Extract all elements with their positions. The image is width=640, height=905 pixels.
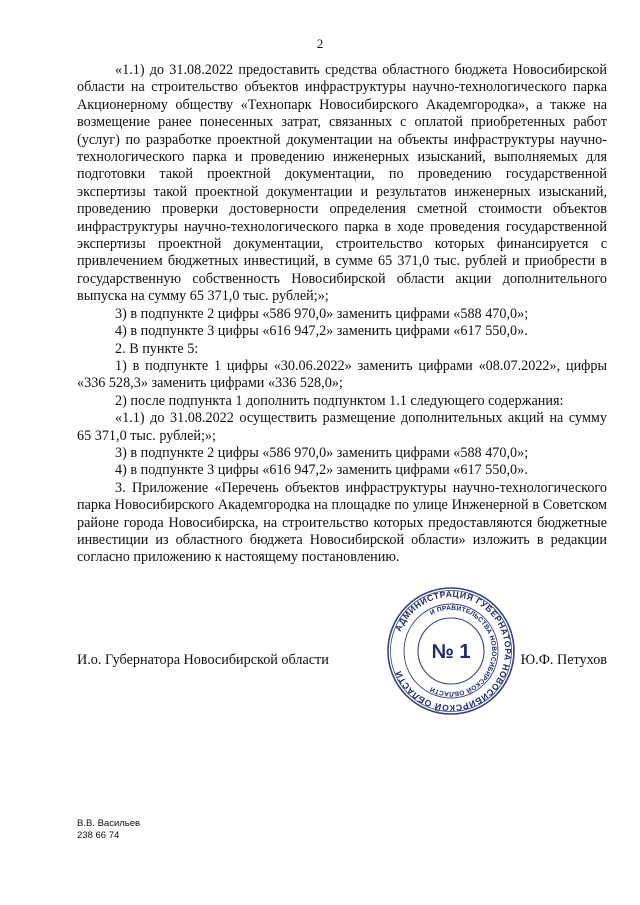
paragraph: 1) в подпункте 1 цифры «30.06.2022» заменить цифрами «08.07.2022», цифры «336 528,3» заменить цифрами «336 528,0»; [77,357,607,392]
official-seal [386,586,516,716]
page-number: 2 [316,36,324,51]
paragraph: 3. Приложение «Перечень объектов инфраструктуры научно-технологического парка Новосибирского Академгородка на площадке по улице Инженерной в Советском районе города Новосибирска, на строительство которых предоставляются бюджетные инвестиции из областного бюджета Новосибирской области» изложить в редакции согласно приложению к настоящему постановлению. [77,479,607,566]
seal-outer-text: АДМИНИСТРАЦИЯ ГУБЕРНАТОРА НОВОСИБИРСКОЙ ОБЛАСТИ [393,588,514,714]
paragraph: 4) в подпункте 3 цифры «616 947,2» заменить цифрами «617 550,0». [115,462,528,479]
seal-number: № 1 [431,641,471,663]
paragraph: 2. В пункте 5: [115,340,199,357]
paragraph: 4) в подпункте 3 цифры «616 947,2» заменить цифрами «617 550,0». [115,323,528,340]
executor-info [77,818,140,842]
seal-inner-text: И ПРАВИТЕЛЬСТВА НОВОСИБИРСКОЙ ОБЛАСТИ [428,604,498,698]
paragraph: «1.1) до 31.08.2022 предоставить средства областного бюджета Новосибирской области на строительство объектов инфраструктуры научно-технологического парка Акционерному обществу «Технопарк Новосибирского Академгородка», а также на возмещение ранее понесенных затрат, связанных с оплатой приобретенных работ (услуг) по разработке проектной документации на объекты инфраструктуры научно-технологического парка и проведению инженерных изысканий, выполняемых для подготовки такой проектной документации, по проведению государственной экспертизы такой проектной документации и результатов инженерных изысканий, проведению проверки достоверности определения сметной стоимости объектов инфраструктуры научно-технологического парка в ходе проведения государственной экспертизы проектной документации, строительство которых финансируется с привлечением бюджетных инвестиций, в сумме 65 371,0 тыс. рублей и приобрести в государственную собственность Новосибирской области акции дополнительного выпуска на сумму 65 371,0 тыс. рублей;»; [77,62,607,305]
executor-name: В.В. Васильев [77,818,141,829]
paragraph: 2) после подпункта 1 дополнить подпунктом 1.1 следующего содержания: [115,392,564,409]
paragraph: 3) в подпункте 2 цифры «586 970,0» заменить цифрами «588 470,0»; [115,444,529,461]
document-body [77,62,607,567]
signature-block [77,652,607,672]
signer-name: Ю.Ф. Петухов [520,652,607,668]
executor-phone: 238 66 74 [77,830,120,841]
paragraph: «1.1) до 31.08.2022 осуществить размещение дополнительных акций на сумму 65 371,0 тыс. рублей;»; [77,410,607,444]
paragraph: 3) в подпункте 2 цифры «586 970,0» заменить цифрами «588 470,0»; [115,305,529,322]
signer-title: И.о. Губернатора Новосибирской области [77,652,329,668]
